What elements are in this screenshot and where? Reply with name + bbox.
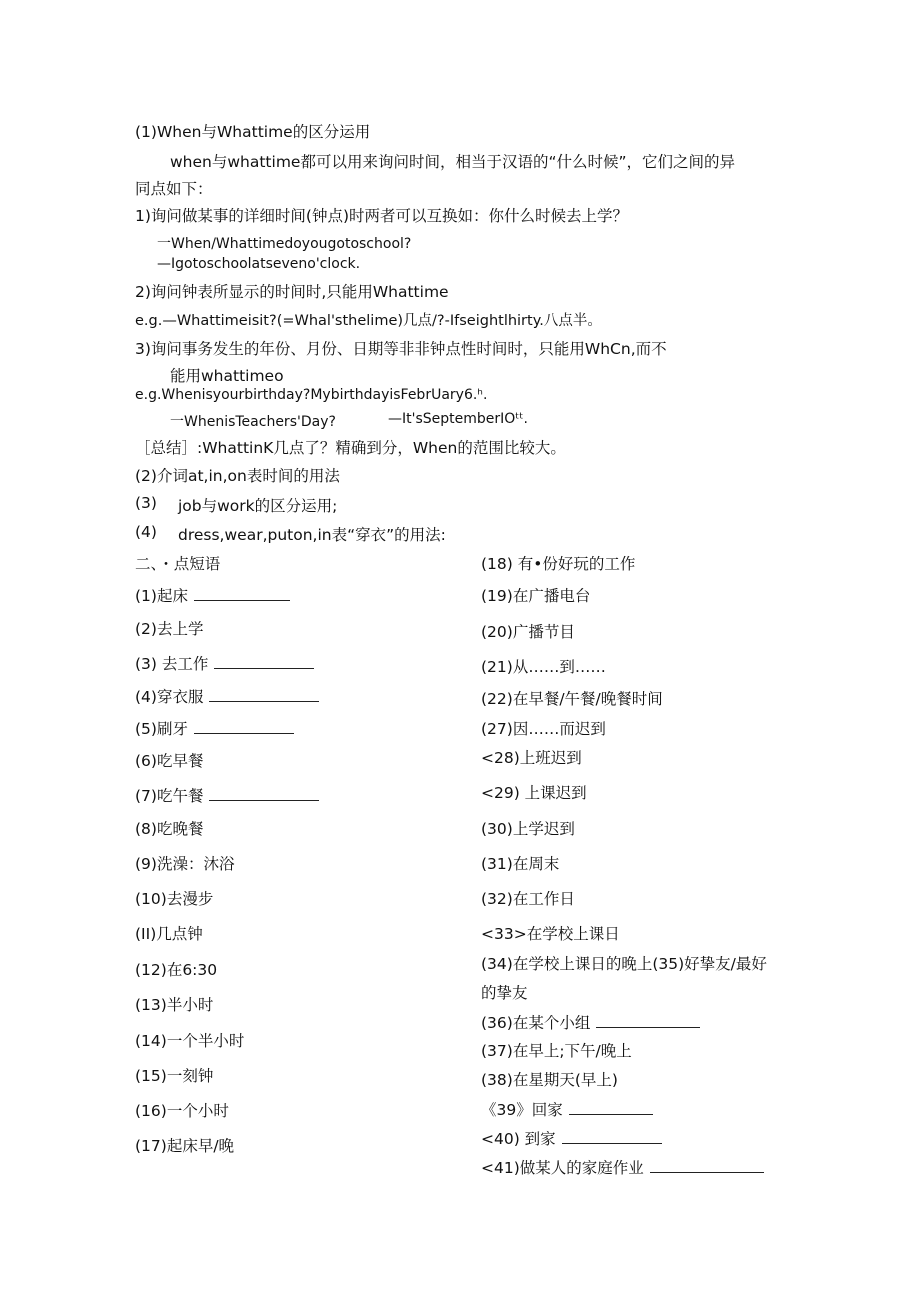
right-phrase-item: [481, 1039, 632, 1061]
right-phrase-item: [481, 746, 582, 768]
phrase-label: (5)刷牙: [135, 720, 188, 738]
left-phrase-item: [135, 817, 203, 839]
phrase-label: (19)在广播电台: [481, 587, 591, 605]
section-title: 二、・点短语: [135, 555, 221, 573]
answer-blank-line[interactable]: [650, 1156, 764, 1173]
phrase-label: 《39》回家: [481, 1101, 563, 1119]
phrase-label: (31)在周末: [481, 855, 560, 873]
point-3-example-2b: —It'sSeptemberIOᵗᵗ.: [388, 411, 528, 427]
phrase-label: 的挚友: [481, 984, 528, 1002]
left-phrase-item: [135, 1064, 213, 1086]
phrase-label: (38)在星期天(早上): [481, 1071, 618, 1089]
phrase-label: <41)做某人的家庭作业: [481, 1159, 644, 1177]
point-3-example-2a: 一WhenisTeachers'Day?: [170, 414, 336, 430]
point-1-question: 一When/Whattimedoyougotoschool?: [157, 236, 412, 252]
left-phrase-item: [135, 852, 234, 874]
point-3-line1: 3)询问事务发生的年份、月份、日期等非非钟点性时间时，只能用WhCn,而不: [135, 340, 667, 358]
right-phrase-item: [481, 981, 528, 1003]
phrase-label: (16)一个小时: [135, 1102, 229, 1120]
intro-paragraph-line1: when与whattime都可以用来询问时间，相当于汉语的“什么时候”，它们之间的异: [170, 153, 736, 171]
phrase-label: (18) 有•份好玩的工作: [481, 555, 636, 573]
right-phrase-item: [481, 922, 620, 944]
right-phrase-item: [481, 1068, 618, 1090]
answer-blank-line[interactable]: [562, 1127, 662, 1144]
left-phrase-item: [135, 584, 290, 606]
phrase-label: (9)洗澡：沐浴: [135, 855, 235, 873]
left-phrase-item: [135, 993, 213, 1015]
left-phrase-item: [135, 1134, 234, 1156]
phrase-label: <29) 上课迟到: [481, 784, 587, 802]
right-phrase-item: [481, 817, 575, 839]
item-2: (2)介词at,in,on表时间的用法: [135, 467, 340, 485]
phrase-label: (30)上学迟到: [481, 820, 575, 838]
right-phrase-item: [481, 584, 590, 606]
right-phrase-item: [481, 1011, 700, 1033]
phrase-label: (17)起床早/晚: [135, 1137, 235, 1155]
phrase-label: (12)在6:30: [135, 961, 218, 979]
right-phrase-item: [481, 552, 635, 574]
phrase-label: (21)从……到……: [481, 658, 606, 676]
heading-when-whattime: (1)When与Whattime的区分运用: [135, 123, 371, 141]
answer-blank-line[interactable]: [596, 1011, 700, 1028]
phrase-label: (3) 去工作: [135, 655, 209, 673]
answer-blank-line[interactable]: [194, 717, 294, 734]
phrase-label: (1)起床: [135, 587, 188, 605]
phrase-label: <40) 到家: [481, 1130, 556, 1148]
left-phrase-item: [135, 958, 217, 980]
left-phrase-item: [135, 922, 203, 944]
item-3-text: job与work的区分运用;: [178, 497, 338, 515]
answer-blank-line[interactable]: [209, 685, 319, 702]
point-1-answer: —Igotoschoolatseveno'clock.: [157, 256, 361, 272]
phrase-label: (37)在早上;下午/晚上: [481, 1042, 632, 1060]
left-phrase-item: [135, 617, 203, 639]
answer-blank-line[interactable]: [569, 1098, 653, 1115]
answer-blank-line[interactable]: [214, 652, 314, 669]
answer-blank-line[interactable]: [194, 584, 290, 601]
phrase-label: (7)吃午餐: [135, 787, 204, 805]
right-phrase-item: [481, 1156, 764, 1178]
left-phrase-item: [135, 1099, 229, 1121]
phrase-label: (14)一个半小时: [135, 1032, 245, 1050]
left-phrase-item: [135, 749, 203, 771]
phrase-label: (4)穿衣服: [135, 688, 204, 706]
left-phrase-item: [135, 685, 319, 707]
right-phrase-item: [481, 781, 587, 803]
right-phrase-item: [481, 887, 575, 909]
right-phrase-item: [481, 620, 575, 642]
phrase-label: (22)在早餐/午餐/晚餐时间: [481, 690, 663, 708]
phrase-label: (20)广播节目: [481, 623, 575, 641]
left-phrase-item: [135, 652, 314, 674]
item-3-number: (3): [135, 494, 157, 512]
right-phrase-item: [481, 717, 606, 739]
right-phrase-item: [481, 655, 606, 677]
left-phrase-item: [135, 784, 319, 806]
phrase-label: (32)在工作日: [481, 890, 575, 908]
right-phrase-item: [481, 687, 663, 709]
phrase-label: (36)在某个小组: [481, 1014, 591, 1032]
point-2: 2)询问钟表所显示的时间时,只能用Whattime: [135, 283, 449, 301]
summary: ［总结］:WhattinK几点了？精确到分，When的范围比较大。: [135, 439, 566, 457]
left-phrase-item: [135, 1029, 244, 1051]
right-phrase-item: [481, 952, 767, 974]
phrase-label: (34)在学校上课日的晚上(35)好挚友/最好: [481, 955, 767, 973]
item-4-text: dress,wear,puton,in表“穿衣”的用法:: [178, 526, 446, 544]
phrase-label: (8)吃晚餐: [135, 820, 204, 838]
left-phrase-item: [135, 717, 294, 739]
point-2-example: e.g.—Whattimeisit?(=Whal'sthelime)几点/?-Ifseightlhirty.八点半。: [135, 313, 602, 329]
phrase-label: (27)因……而迟到: [481, 720, 606, 738]
left-phrase-item: [135, 887, 213, 909]
right-phrase-item: [481, 1098, 653, 1120]
intro-paragraph-line2: 同点如下：: [135, 180, 213, 198]
phrase-label: (2)去上学: [135, 620, 204, 638]
point-1: 1)询问做某事的详细时间(钟点)时两者可以互换如：你什么时候去上学？: [135, 207, 629, 225]
right-phrase-item: [481, 852, 559, 874]
phrase-label: (15)一刻钟: [135, 1067, 214, 1085]
right-phrase-item: [481, 1127, 662, 1149]
point-3-example-1: e.g.Whenisyourbirthday?MybirthdayisFebrUary6.ʰ.: [135, 387, 488, 403]
phrase-label: (II)几点钟: [135, 925, 203, 943]
phrase-label: <28)上班迟到: [481, 749, 582, 767]
phrase-label: (6)吃早餐: [135, 752, 204, 770]
point-3-line2: 能用whattimeo: [170, 367, 284, 385]
item-4-number: (4): [135, 523, 157, 541]
answer-blank-line[interactable]: [209, 784, 319, 801]
phrase-label: <33>在学校上课日: [481, 925, 620, 943]
phrase-label: (10)去漫步: [135, 890, 214, 908]
phrase-label: (13)半小时: [135, 996, 214, 1014]
